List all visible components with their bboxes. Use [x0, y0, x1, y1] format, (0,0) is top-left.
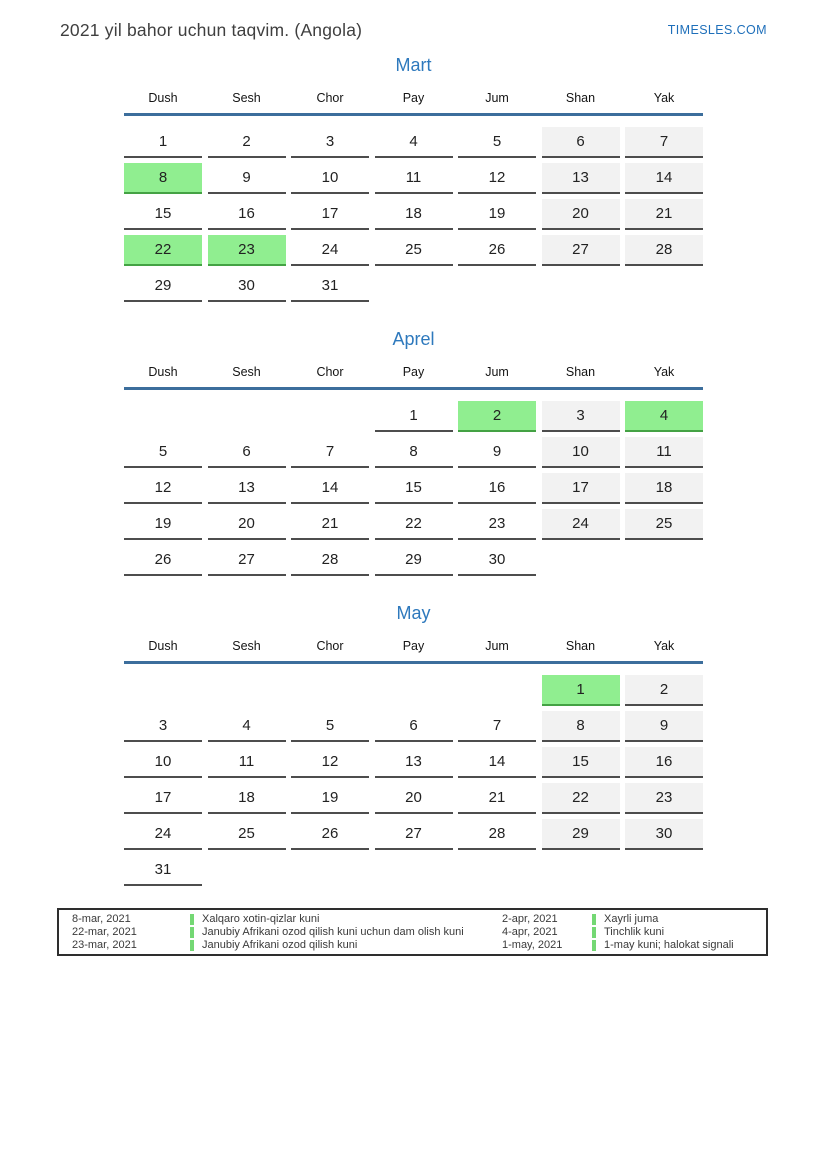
day-cell: 10	[542, 437, 620, 468]
weekday-label: Dush	[148, 91, 178, 105]
legend-date: 2-apr, 2021	[502, 913, 558, 925]
weekday-label: Pay	[402, 365, 425, 379]
weekday-label: Yak	[653, 639, 675, 653]
day-cell: 13	[542, 163, 620, 194]
empty-cell	[542, 545, 620, 574]
empty-cell	[458, 855, 536, 884]
day-cell: 25	[208, 819, 286, 850]
day-cell: 2	[625, 675, 703, 706]
weekday-label: Jum	[485, 639, 509, 653]
week-row	[124, 437, 703, 468]
legend-description: Janubiy Afrikani ozod qilish kuni uchun dam olish kuni	[202, 926, 464, 938]
day-cell: 25	[375, 235, 453, 266]
page-title: 2021 yil bahor uchun taqvim. (Angola)	[60, 20, 363, 40]
legend-description: Tinchlik kuni	[604, 926, 665, 938]
empty-cell	[208, 855, 286, 884]
day-cell: 24	[291, 235, 369, 266]
weekday-label: Yak	[653, 365, 675, 379]
day-cell: 5	[458, 127, 536, 158]
day-cell: 21	[458, 783, 536, 814]
day-cell: 20	[208, 509, 286, 540]
day-cell: 10	[291, 163, 369, 194]
week-row	[124, 235, 703, 266]
legend-entry	[502, 939, 766, 952]
weekday-label: Chor	[316, 365, 344, 379]
day-cell: 8	[375, 437, 453, 468]
weekday-label: Sesh	[232, 639, 261, 653]
week-row	[124, 509, 703, 540]
day-cell: 4	[625, 401, 703, 432]
holiday-marker-bar	[190, 940, 194, 951]
month-may	[124, 603, 703, 886]
holiday-legend	[57, 908, 768, 956]
day-cell: 29	[542, 819, 620, 850]
weekday-header-row	[124, 639, 703, 664]
day-cell: 28	[458, 819, 536, 850]
weekday-label: Sesh	[232, 365, 261, 379]
calendar-months	[124, 55, 703, 886]
day-cell: 1	[124, 127, 202, 158]
day-cell: 8	[542, 711, 620, 742]
day-cell: 8	[124, 163, 202, 194]
legend-column-right	[502, 913, 766, 952]
day-cell: 1	[542, 675, 620, 706]
legend-entry	[502, 926, 766, 939]
empty-cell	[124, 401, 202, 430]
day-cell: 22	[542, 783, 620, 814]
day-cell: 26	[291, 819, 369, 850]
day-cell: 26	[124, 545, 202, 576]
day-cell: 3	[124, 711, 202, 742]
month-title: Aprel	[392, 329, 435, 349]
day-cell: 4	[375, 127, 453, 158]
day-cell: 1	[375, 401, 453, 432]
day-cell: 21	[291, 509, 369, 540]
day-cell: 11	[208, 747, 286, 778]
day-cell: 27	[375, 819, 453, 850]
weekday-label: Pay	[402, 91, 425, 105]
day-cell: 14	[291, 473, 369, 504]
weekday-label: Chor	[316, 91, 344, 105]
legend-entry	[502, 913, 766, 926]
weekday-label: Chor	[316, 639, 344, 653]
week-row	[124, 401, 703, 432]
week-row	[124, 747, 703, 778]
day-cell: 7	[625, 127, 703, 158]
day-cell: 10	[124, 747, 202, 778]
site-link[interactable]: TIMESLES.COM	[667, 23, 767, 37]
day-cell: 2	[208, 127, 286, 158]
empty-cell	[124, 675, 202, 704]
legend-description: Xayrli juma	[604, 913, 659, 925]
day-cell: 17	[291, 199, 369, 230]
day-cell: 12	[291, 747, 369, 778]
week-row	[124, 711, 703, 742]
empty-cell	[542, 855, 620, 884]
day-cell: 16	[625, 747, 703, 778]
day-cell: 11	[375, 163, 453, 194]
weekday-header-row	[124, 365, 703, 390]
day-cell: 6	[542, 127, 620, 158]
day-cell: 15	[542, 747, 620, 778]
day-cell: 18	[208, 783, 286, 814]
day-cell: 15	[124, 199, 202, 230]
legend-description: Janubiy Afrikani ozod qilish kuni	[202, 939, 358, 951]
weekday-label: Sesh	[232, 91, 261, 105]
month-grid	[124, 401, 703, 576]
day-cell: 9	[208, 163, 286, 194]
empty-cell	[291, 855, 369, 884]
day-cell: 16	[458, 473, 536, 504]
legend-date: 8-mar, 2021	[72, 913, 131, 925]
day-cell: 22	[124, 235, 202, 266]
week-row	[124, 127, 703, 158]
day-cell: 23	[208, 235, 286, 266]
day-cell: 14	[458, 747, 536, 778]
empty-cell	[375, 271, 453, 300]
day-cell: 3	[291, 127, 369, 158]
day-cell: 27	[542, 235, 620, 266]
weekday-label: Jum	[485, 365, 509, 379]
day-cell: 26	[458, 235, 536, 266]
day-cell: 22	[375, 509, 453, 540]
weekday-label: Yak	[653, 91, 675, 105]
day-cell: 28	[625, 235, 703, 266]
month-grid	[124, 127, 703, 302]
month-mart	[124, 55, 703, 302]
day-cell: 29	[124, 271, 202, 302]
day-cell: 23	[625, 783, 703, 814]
week-row	[124, 783, 703, 814]
day-cell: 13	[208, 473, 286, 504]
day-cell: 24	[124, 819, 202, 850]
day-cell: 25	[625, 509, 703, 540]
weekday-header-row	[124, 91, 703, 116]
day-cell: 2	[458, 401, 536, 432]
empty-cell	[458, 271, 536, 300]
day-cell: 23	[458, 509, 536, 540]
day-cell: 17	[542, 473, 620, 504]
day-cell: 31	[124, 855, 202, 886]
day-cell: 12	[124, 473, 202, 504]
weekday-label: Shan	[565, 639, 596, 653]
legend-description: 1-may kuni; halokat signali	[604, 939, 734, 951]
empty-cell	[375, 675, 453, 704]
legend-date: 1-may, 2021	[502, 939, 563, 951]
empty-cell	[625, 855, 703, 884]
day-cell: 20	[375, 783, 453, 814]
day-cell: 28	[291, 545, 369, 576]
empty-cell	[291, 401, 369, 430]
day-cell: 19	[124, 509, 202, 540]
day-cell: 7	[291, 437, 369, 468]
month-grid	[124, 675, 703, 886]
empty-cell	[208, 401, 286, 430]
day-cell: 9	[625, 711, 703, 742]
day-cell: 14	[625, 163, 703, 194]
empty-cell	[208, 675, 286, 704]
day-cell: 11	[625, 437, 703, 468]
holiday-marker-bar	[592, 927, 596, 938]
page-header	[0, 0, 827, 41]
day-cell: 6	[208, 437, 286, 468]
day-cell: 21	[625, 199, 703, 230]
legend-date: 23-mar, 2021	[72, 939, 137, 951]
empty-cell	[625, 545, 703, 574]
day-cell: 30	[458, 545, 536, 576]
empty-cell	[625, 271, 703, 300]
day-cell: 19	[291, 783, 369, 814]
day-cell: 7	[458, 711, 536, 742]
week-row	[124, 675, 703, 706]
legend-date: 4-apr, 2021	[502, 926, 558, 938]
week-row	[124, 199, 703, 230]
legend-entry	[72, 926, 502, 939]
day-cell: 9	[458, 437, 536, 468]
day-cell: 3	[542, 401, 620, 432]
day-cell: 18	[625, 473, 703, 504]
empty-cell	[458, 675, 536, 704]
day-cell: 31	[291, 271, 369, 302]
day-cell: 24	[542, 509, 620, 540]
weekday-label: Dush	[148, 639, 178, 653]
holiday-marker-bar	[592, 940, 596, 951]
day-cell: 13	[375, 747, 453, 778]
day-cell: 20	[542, 199, 620, 230]
legend-column-left	[59, 913, 502, 952]
weekday-label: Shan	[565, 91, 596, 105]
month-title: May	[396, 603, 431, 623]
holiday-marker-bar	[190, 927, 194, 938]
weekday-label: Pay	[402, 639, 425, 653]
legend-entry	[72, 939, 502, 952]
empty-cell	[375, 855, 453, 884]
week-row	[124, 163, 703, 194]
day-cell: 12	[458, 163, 536, 194]
empty-cell	[291, 675, 369, 704]
day-cell: 4	[208, 711, 286, 742]
week-row	[124, 819, 703, 850]
week-row	[124, 545, 703, 576]
week-row	[124, 473, 703, 504]
weekday-label: Jum	[485, 91, 509, 105]
day-cell: 5	[124, 437, 202, 468]
day-cell: 29	[375, 545, 453, 576]
holiday-marker-bar	[190, 914, 194, 925]
day-cell: 16	[208, 199, 286, 230]
week-row	[124, 271, 703, 302]
legend-date: 22-mar, 2021	[72, 926, 137, 938]
empty-cell	[542, 271, 620, 300]
legend-entry	[72, 913, 502, 926]
month-title: Mart	[395, 55, 432, 75]
legend-description: Xalqaro xotin-qizlar kuni	[202, 913, 320, 925]
week-row	[124, 855, 703, 886]
holiday-marker-bar	[592, 914, 596, 925]
month-aprel	[124, 329, 703, 576]
day-cell: 30	[208, 271, 286, 302]
day-cell: 6	[375, 711, 453, 742]
day-cell: 30	[625, 819, 703, 850]
weekday-label: Shan	[565, 365, 596, 379]
day-cell: 5	[291, 711, 369, 742]
weekday-label: Dush	[148, 365, 178, 379]
day-cell: 19	[458, 199, 536, 230]
day-cell: 27	[208, 545, 286, 576]
day-cell: 15	[375, 473, 453, 504]
day-cell: 17	[124, 783, 202, 814]
day-cell: 18	[375, 199, 453, 230]
